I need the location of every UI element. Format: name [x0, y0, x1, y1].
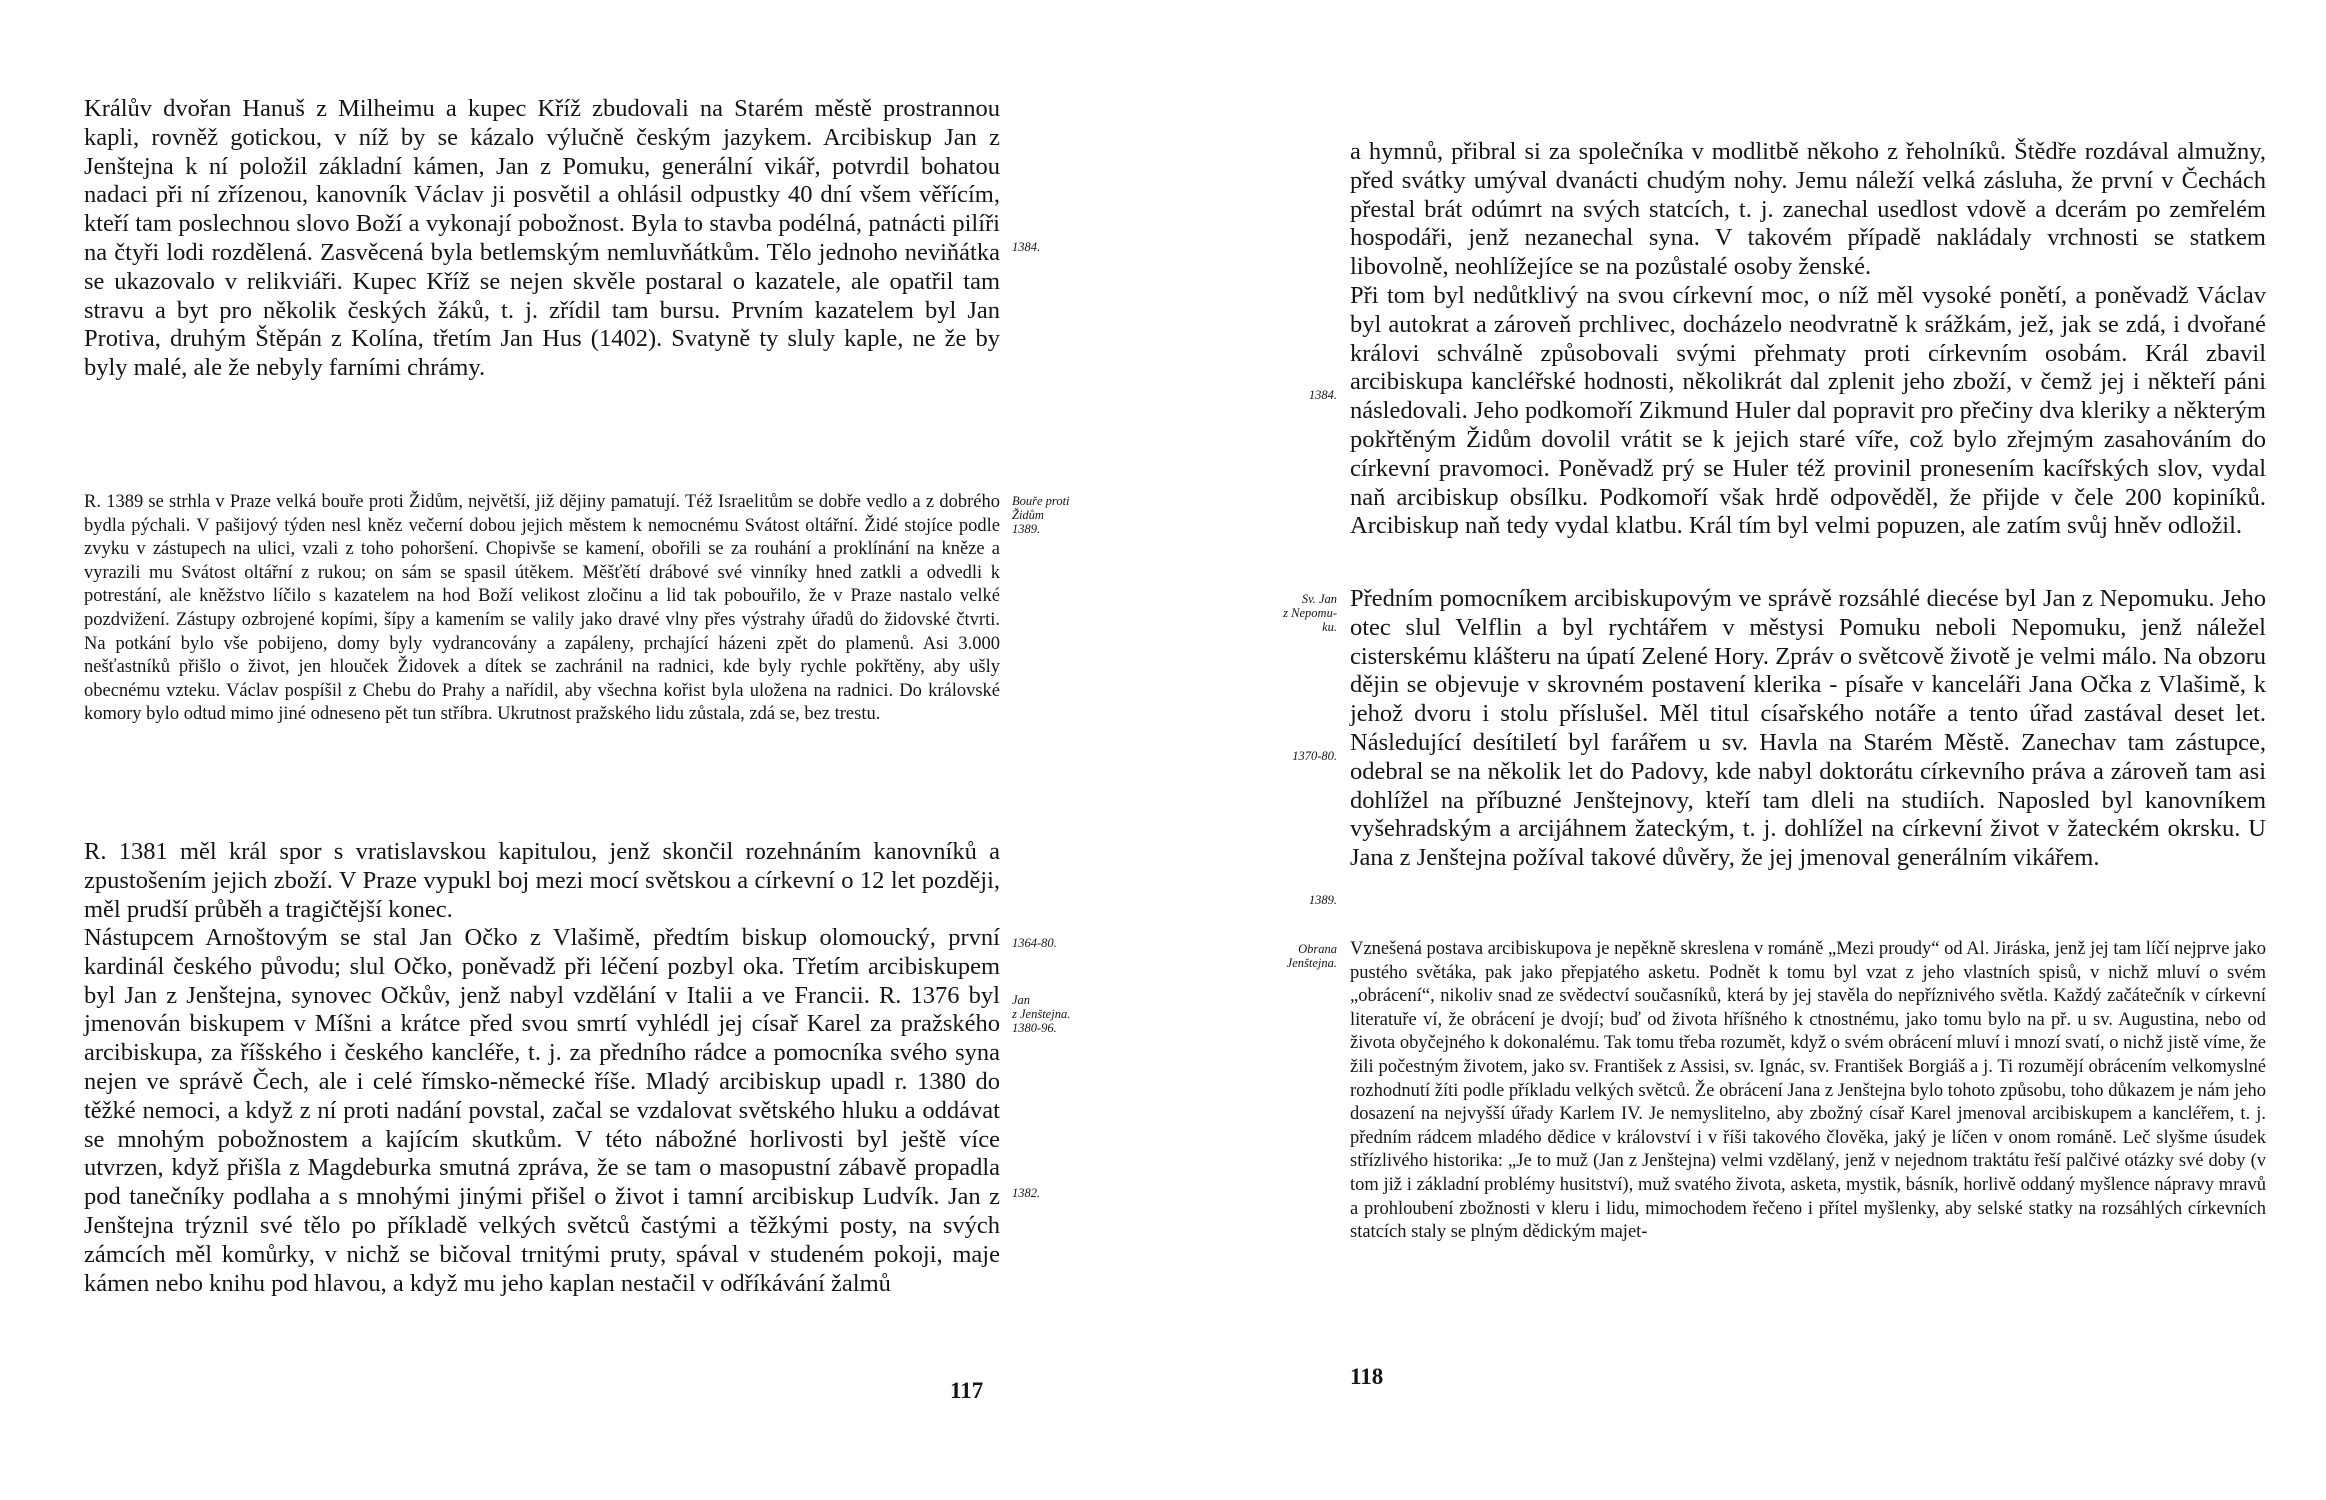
right-paragraph-2: Při tom byl nedůtklivý na svou církevní moc, o níž měl vysoké ponětí, a poněvadž Václav byl autokrat a zároveň prchlivec, docházelo neodvratně k srážkám, jež, jak se zdá, i dvořané královi schválně způsobovali svými přehmaty proti církevním osobám. Král zbavil arcibiskupa kancléřské hodnosti, několikrát dal zplenit jeho zboží, v čemž jej i někteří páni následovali. Jeho podkomoří Zikmund Huler dal popravit pro přečiny dva kleriky a některým pokřtěným Židům dovolil vrátit se k jejich staré víře, což bylo zřejmým zasahováním do církevní pravomoci. Poněvadž prý se Huler též provinil pronesením kacířských slov, vydal naň arcibiskup obsílku. Podkomoří však hrdě odpověděl, že přijde v čele 200 kopiníků. Arcibiskup naň tedy vydal klatbu. Král tím byl velmi popuzen, ale zatím svůj hněv odložil. [1350, 282, 2266, 540]
left-paragraph-2: R. 1381 měl král spor s vratislavskou kapitulou, jenž skončil rozehnáním kanovníků a zpustošením jejich zboží. V Praze vypukl boj mezi mocí světskou a církevní o 12 let později, měl prudší průběh a tragičtější konec. [84, 838, 1000, 923]
left-paragraph-3: Nástupcem Arnoštovým se stal Jan Očko z Vlašimě, předtím biskup olomoucký, první kardinál českého původu; slul Očko, poněvadž při léčení pozbyl oka. Třetím arcibiskupem byl Jan z Jenštejna, synovec Očkův, jenž nabyl vzdělání v Italii a ve Francii. R. 1376 byl jmenován biskupem v Míšni a krátce před svou smrtí vyhlédl jej císař Karel za pražského arcibiskupa, za říšského i českého kancléře, t. j. za předního rádce a pomocníka svého syna nejen ve správě Čech, ale i celé římsko-německé říše. Mladý arcibiskup upadl r. 1380 do těžké nemoci, a když z ní proti nadání povstal, začal se vzdalovat světského hluku a oddávat se mnohým pobožnostem a kajícím skutkům. V této nábožné horlivosti byl ještě více utvrzen, když přišla z Magdeburka smutná zpráva, že se tam o masopustní zábavě propadla pod tanečníky podlaha a s mnohými jinými přišel o život i tamní arcibiskup Ludvík. Jan z Jenštejna trýznil své tělo po příkladě velkých světců častými a těžkými posty, na svých zámcích měl komůrky, v nichž se bičoval trnitými pruty, spával v studeném pokoji, maje kámen nebo knihu pod hlavou, a když mu jeho kaplan nestačil v odříkávání žalmů [84, 924, 1000, 1297]
margin-note-sv-jan-z-nepomuku: Sv. Jan z Nepomu- ku. [1283, 592, 1337, 634]
margin-note-obrana-jenstejna: Obrana Jenštejna. [1286, 942, 1337, 970]
left-small-paragraph: R. 1389 se strhla v Praze velká bouře proti Židům, největší, již dějiny pamatují. Též Israelitům se dobře vedlo a z dobrého bydla pýchali. V pašijový týden nesl kněz večerní dobou jejich městem k nemocnému Svátost oltářní. Židé stojíce podle zvyku v zástupech na ulici, vzali z toho pohoršení. Chopivše se kamení, obořili se za rouhání a proklínání na kněze a vyrazili mu Svátost oltářní z rukou; on sám se spasil útěkem. Měšťětí drábové své vinníky hned zatkli a odvedli k potrestání, ale kněžstvo líčilo s kazatelem na hod Boží velikost zločinu a lid tak pobouřilo, že v Praze nastalo velké pozdvižení. Zástupy ozbrojené kopími, šípy a kamením se valily jako dravé vlny přes výstrahy úřadů do židovské čtvrti. Na potkání bylo vše pobijeno, domy byly vydrancovány a zapáleny, prchající házeni zpět do plamenů. Asi 3.000 nešťastníků přišlo o život, jen hlouček Židovek a dítek se zachránil na radnici, kde byly rychle pokřtěny, aby ušly obecnému vzteku. Václav pospíšil z Chebu do Prahy a nařídil, aby všechna kořist byla uložena na radnici. Do královské komory bylo odtud mimo jiné odneseno pět tun stříbra. Ukrutnost pražského lidu zůstala, zdá se, bez trestu. [84, 492, 1000, 725]
right-page [1163, 0, 2326, 1500]
margin-note-1384-right: 1384. [1308, 388, 1337, 402]
right-small-paragraph: Vznešená postava arcibiskupova je nepěkně skreslena v románě „Mezi proudy“ od Al. Jiráska, jenž jej tam líčí nejprve jako pustého světáka, pak jako přepjatého asketu. Podnět k tomu byl vzat z jeho vlastních spisů, v nichž mluví o svém „obrácení“, nikoliv snad ze svědectví současníků, která by jej stavěla do nepříznivého světla. Každý začátečník v církevní literatuře ví, že obrácení je dvojí; buď od života hříšného k ctnostnému, jako tomu bylo na př. u sv. Augustina, nebo od života obyčejného k dokonalému. Tak tomu třeba rozumět, když o svém obrácení mluví i mnozí svatí, o nichž jistě víme, že žili počestným životem, jako sv. František z Assisi, sv. Ignác, sv. František Borgiáš a j. Ti rozumějí obrácením velkomyslné rozhodnutí žíti podle příkladu velkých světců. Že obrácení Jana z Jenštejna bylo tohoto způsobu, toho důkazem je nám jeho dosazení na nejvyšší úřady Karlem IV. Je nemyslitelno, aby zbožný císař Karel jmenoval arcibiskupem a kancléřem, t. j. předním rádcem mladého dědice v království i v říši takového člověka, jaký je líčen v onom románě. Leč slyšme úsudek střízlivého historika: „Je to muž (Jan z Jenštejna) velmi vzdělaný, jenž v nejednom traktátu řeší palčivé otázky své doby (v tom již i základní problémy husitství), muž svatého života, asketa, mystik, básník, horlivě oddaný myšlence nápravy mravů a prohloubení zbožnosti v kleru i lidu, mimochodem řečeno i přítel myšlenky, aby selské statky na rozsáhlých církevních statcích staly se plným dědickým majet- [1350, 939, 2266, 1243]
margin-note-boure-proti-zidum: Bouře proti Židům 1389. [1012, 494, 1070, 536]
margin-note-1370-80: 1370-80. [1292, 749, 1337, 763]
margin-note-1384: 1384. [1012, 240, 1041, 254]
margin-note-1382: 1382. [1012, 1186, 1041, 1200]
left-paragraph-1: Králův dvořan Hanuš z Milheimu a kupec Kříž zbudovali na Starém městě prostrannou kapli, rovněž gotickou, v níž by se kázalo výlučně českým jazykem. Arcibiskup Jan z Jenštejna k ní položil základní kámen, Jan z Pomuku, generální vikář, potvrdil bohatou nadaci při ní zřízenou, kanovník Václav ji posvětil a ohlásil odpustky 40 dní všem věřícím, kteří tam poslechnou slovo Boží a vykonají pobožnost. Byla to stavba podélná, patnácti pilíři na čtyři lodi rozdělená. Zasvěcená byla betlemským nemluvňátkům. Tělo jednoho neviňátka se ukazovalo v relikviáři. Kupec Kříž se nejen skvěle postaral o kazatele, ale opatřil tam stravu a byt pro několik českých žáků, t. j. zřídil tam bursu. Prvním kazatelem byl Jan Protiva, druhým Štěpán z Kolína, třetím Jan Hus (1402). Svatyně ty sluly kaple, ne že by byly malé, ale že nebyly farními chrámy. [84, 95, 1000, 382]
page-number-118: 118 [1350, 1364, 1384, 1389]
margin-note-jan-z-jenstejna: Jan z Jenštejna. 1380-96. [1012, 993, 1071, 1035]
margin-note-1364-80: 1364-80. [1012, 936, 1057, 950]
page-number-117: 117 [950, 1378, 984, 1403]
margin-note-1389: 1389. [1308, 893, 1337, 907]
right-paragraph-3: Předním pomocníkem arcibiskupovým ve správě rozsáhlé diecése byl Jan z Nepomuku. Jeho otec slul Velflin a byl rychtářem v městysi Pomuku neboli Nepomuku, jenž náležel cisterskému klášteru na úpatí Zelené Hory. Zpráv o světcově životě je velmi málo. Na obzoru dějin se objevuje v skrovném postavení klerika - písaře v kanceláři Jana Očka z Vlašimě, k jehož dvoru i stolu příslušel. Měl titul císařského notáře a tento úřad zastával deset let. Následující desítiletí byl farářem u sv. Havla na Starém Městě. Zanechav tam zástupce, odebral se na několik let do Padovy, kde nabyl doktorátu církevního práva a zároveň tam asi dohlížel na příbuzné Jenštejnovy, kteří tam dleli na studiích. Naposled byl kanovníkem vyšehradským a arcijáhnem žateckým, t. j. dohlížel na církevní život v žateckém okrsku. U Jana z Jenštejna požíval takové důvěry, že jej jmenoval generálním vikářem. [1350, 585, 2266, 872]
right-paragraph-1: a hymnů, přibral si za společníka v modlitbě někoho z řeholníků. Štědře rozdával almužny, před svátky umýval dvanácti chudým nohy. Jemu náleží velká zásluha, že první v Čechách přestal brát odúmrt na svých statcích, t. j. zanechal usedlost vdově a dcerám po zemřelém hospodáři, jenž nezanechal syna. V takovém případě nakládaly vrchnosti se statkem libovolně, neohlížejíce se na pozůstalé osoby ženské. [1350, 138, 2266, 281]
